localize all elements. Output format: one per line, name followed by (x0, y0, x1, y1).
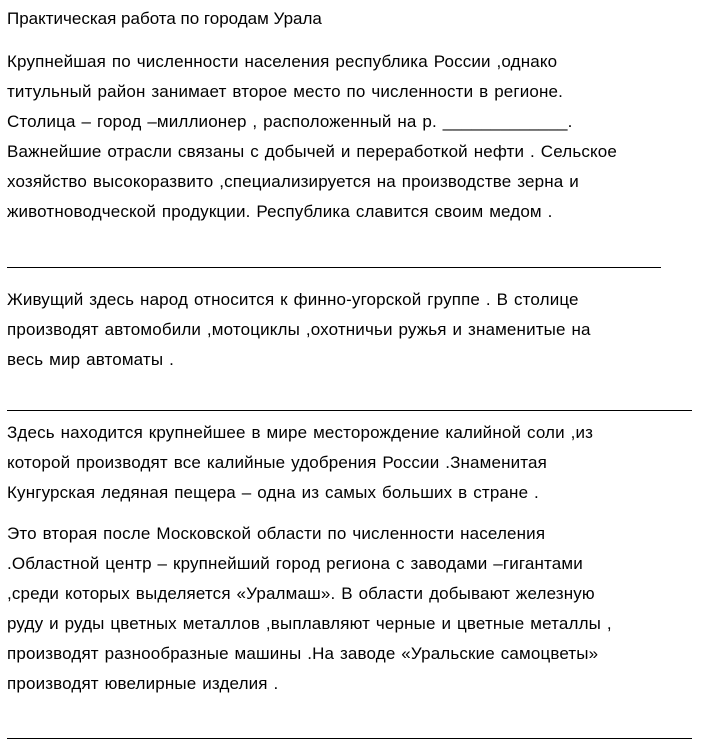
answer-line (7, 738, 692, 739)
text-line: Столица – город –миллионер , расположенный на р. _____________. (7, 112, 573, 131)
text-line: Крупнейшая по численности населения республика России ,однако (7, 52, 558, 71)
answer-line (7, 267, 661, 268)
text-line: производят ювелирные изделия . (7, 674, 279, 693)
text-line: .Областной центр – крупнейший город региона с заводами –гигантами (7, 554, 583, 573)
text-line: Кунгурская ледяная пещера – одна из самых больших в стране . (7, 483, 539, 502)
paragraph-republic-2 (7, 285, 591, 375)
text-line: Важнейшие отрасли связаны с добычей и переработкой нефти . Сельское (7, 142, 617, 161)
text-line: которой производят все калийные удобрения России .Знаменитая (7, 453, 547, 472)
text-line: производят автомобили ,мотоциклы ,охотничьи ружья и знаменитые на (7, 320, 591, 339)
text-line: титульный район занимает второе место по численности в регионе. (7, 82, 564, 101)
text-line: Это вторая после Московской области по численности населения (7, 524, 546, 543)
text-line: животноводческой продукции. Республика славится своим медом . (7, 202, 553, 221)
document-title: Практическая работа по городам Урала (7, 9, 322, 28)
text-line: руду и руды цветных металлов ,выплавляют черные и цветные металлы , (7, 614, 612, 633)
paragraph-republic-1 (7, 47, 617, 227)
text-line: хозяйство высокоразвито ,специализируется на производстве зерна и (7, 172, 579, 191)
paragraph-region-4 (7, 519, 612, 699)
text-line: производят разнообразные машины .На заводе «Уральские самоцветы» (7, 644, 599, 663)
paragraph-region-3 (7, 418, 593, 508)
text-line: весь мир автоматы . (7, 350, 174, 369)
text-line: ,среди которых выделяется «Уралмаш». В области добывают железную (7, 584, 595, 603)
answer-line (7, 410, 692, 411)
text-line: Здесь находится крупнейшее в мире месторождение калийной соли ,из (7, 423, 594, 442)
text-line: Живущий здесь народ относится к финно-угорской группе . В столице (7, 290, 579, 309)
